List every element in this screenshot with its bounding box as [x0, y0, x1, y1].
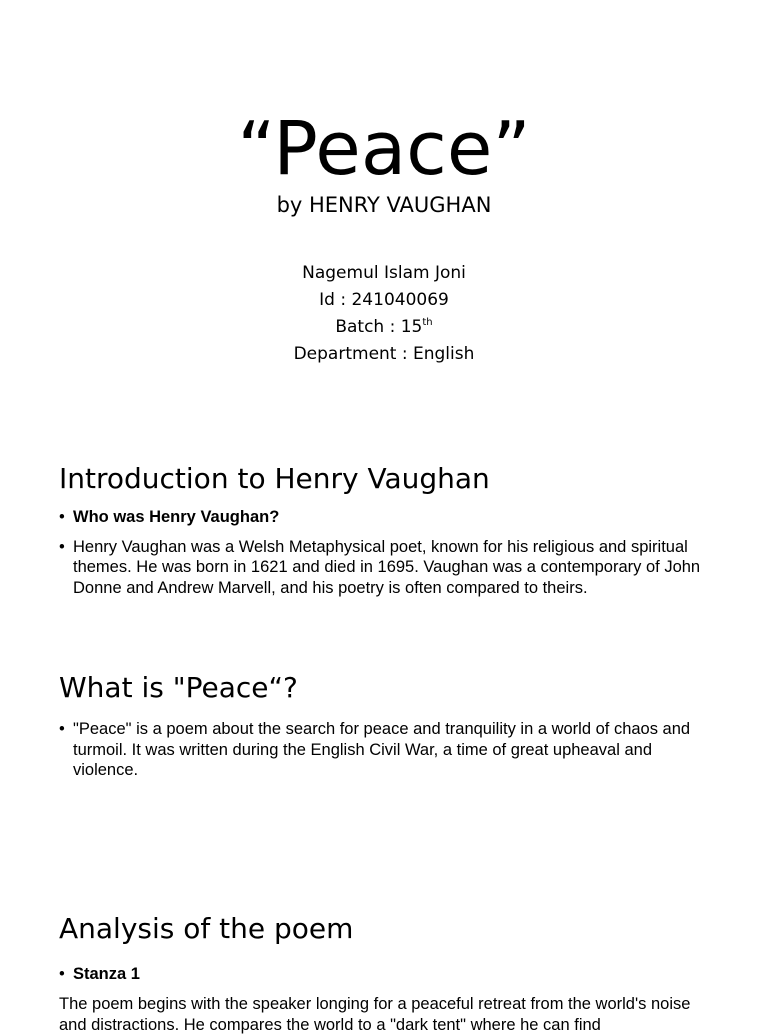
- stanza-label: Stanza 1: [73, 965, 140, 983]
- student-name: Nagemul Islam Joni: [302, 263, 466, 283]
- bullet-icon: •: [59, 720, 65, 738]
- what-is-bullet-list: [59, 719, 709, 790]
- bullet-icon: •: [59, 537, 65, 556]
- author-byline: by HENRY VAUGHAN: [276, 193, 492, 217]
- intro-bullet-list: [59, 507, 709, 607]
- student-id: Id : 241040069: [319, 290, 449, 310]
- student-info: [0, 260, 768, 368]
- bullet-icon: •: [59, 508, 65, 526]
- list-item: [59, 964, 709, 985]
- list-item: [59, 719, 709, 781]
- analysis-heading: Analysis of the poem: [59, 912, 354, 945]
- batch-suffix: th: [422, 317, 433, 328]
- intro-question: Who was Henry Vaughan?: [73, 508, 280, 526]
- intro-text: Henry Vaughan was a Welsh Metaphysical poet, known for his religious and spiritual themes. He was born in 1621 and died in 1695. Vaughan was a contemporary of John Donne and Andrew Marvell, and his poetry is often compared to theirs.: [73, 537, 701, 597]
- what-is-text: "Peace" is a poem about the search for peace and tranquility in a world of chaos and turmoil. It was written during the English Civil War, a time of great upheaval and violence.: [73, 720, 691, 779]
- document-title: “Peace”: [237, 106, 531, 192]
- analysis-bullet-list: [59, 964, 709, 994]
- list-item: [59, 537, 709, 599]
- what-is-heading: What is "Peace“?: [59, 671, 298, 704]
- student-department: Department : English: [293, 344, 475, 364]
- analysis-paragraph: The poem begins with the speaker longing for a peaceful retreat from the world's noise and distractions. He compares the world to a "dark tent" where he can find: [59, 995, 691, 1034]
- batch-label: Batch : 15: [335, 317, 423, 337]
- intro-heading: Introduction to Henry Vaughan: [59, 462, 490, 495]
- list-item: [59, 507, 709, 528]
- bullet-icon: •: [59, 965, 65, 983]
- student-batch: [0, 314, 768, 341]
